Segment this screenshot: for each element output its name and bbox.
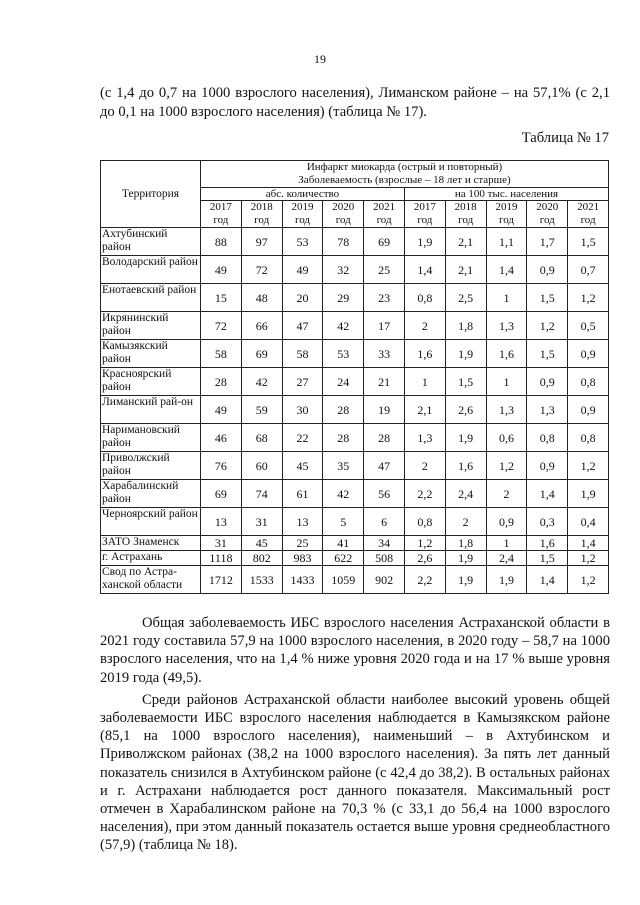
value-cell: 0,3 (527, 508, 568, 536)
header-year: 2017 год (404, 201, 445, 228)
value-cell: 2,2 (404, 480, 445, 508)
header-title (201, 161, 609, 188)
value-cell: 1 (486, 284, 527, 312)
value-cell: 20 (282, 284, 323, 312)
value-cell: 42 (323, 312, 364, 340)
value-cell: 1,2 (568, 566, 609, 594)
table-row (101, 312, 609, 340)
value-cell: 1,6 (527, 536, 568, 551)
table-row (101, 340, 609, 368)
value-cell: 2 (404, 312, 445, 340)
header-territory: Территория (101, 161, 201, 228)
value-cell: 0,9 (527, 256, 568, 284)
value-cell: 1,6 (404, 340, 445, 368)
header-year: 2019 год (282, 201, 323, 228)
value-cell: 0,6 (486, 424, 527, 452)
value-cell: 72 (201, 312, 242, 340)
page-number: 19 (314, 52, 326, 66)
territory-cell: г. Астрахань (101, 551, 201, 566)
value-cell: 49 (201, 396, 242, 424)
value-cell: 69 (364, 228, 405, 256)
intro-paragraph: (с 1,4 до 0,7 на 1000 взрослого населения), Лиманском районе – на 57,1% (с 2,1 до 0,1 на 1000 взрослого населения) (таблица № 17). (100, 85, 610, 120)
value-cell: 45 (241, 536, 282, 551)
value-cell: 1 (486, 536, 527, 551)
value-cell: 1118 (201, 551, 242, 566)
value-cell: 27 (282, 368, 323, 396)
value-cell: 22 (282, 424, 323, 452)
value-cell: 1,5 (445, 368, 486, 396)
territory-cell: Наримановский район (101, 424, 201, 452)
territory-cell: Приволжский район (101, 452, 201, 480)
value-cell: 35 (323, 452, 364, 480)
table-row (101, 228, 609, 256)
territory-cell: Икрянинский район (101, 312, 201, 340)
value-cell: 1533 (241, 566, 282, 594)
value-cell: 2,2 (404, 566, 445, 594)
header-group-per100k: на 100 тыс. населения (404, 188, 608, 201)
header-year: 2017 год (201, 201, 242, 228)
value-cell: 28 (364, 424, 405, 452)
value-cell: 1,2 (486, 452, 527, 480)
value-cell: 1,2 (527, 312, 568, 340)
value-cell: 41 (323, 536, 364, 551)
value-cell: 1,2 (568, 284, 609, 312)
value-cell: 29 (323, 284, 364, 312)
value-cell: 2,1 (445, 228, 486, 256)
value-cell: 21 (364, 368, 405, 396)
value-cell: 66 (241, 312, 282, 340)
value-cell: 48 (241, 284, 282, 312)
header-year: 2020 год (527, 201, 568, 228)
value-cell: 1,5 (568, 228, 609, 256)
value-cell: 1,7 (527, 228, 568, 256)
value-cell: 0,5 (568, 312, 609, 340)
value-cell: 1,2 (568, 551, 609, 566)
value-cell: 1,6 (486, 340, 527, 368)
value-cell: 1,6 (445, 452, 486, 480)
table-row (101, 536, 609, 551)
value-cell: 0,9 (568, 396, 609, 424)
value-cell: 69 (201, 480, 242, 508)
value-cell: 30 (282, 396, 323, 424)
value-cell: 47 (282, 312, 323, 340)
value-cell: 1,9 (486, 566, 527, 594)
header-title-line1: Инфаркт миокарда (острый и повторный) (306, 161, 503, 173)
value-cell: 69 (241, 340, 282, 368)
value-cell: 33 (364, 340, 405, 368)
value-cell: 61 (282, 480, 323, 508)
header-year: 2018 год (445, 201, 486, 228)
value-cell: 1059 (323, 566, 364, 594)
value-cell: 2,6 (404, 551, 445, 566)
paragraph: Общая заболеваемость ИБС взрослого населения Астраханской области в 2021 году составила 57,9 на 1000 взрослого населения, в 2020 году – 58,7 на 1000 взрослого населения, что на 1,4 % ниже уровня 2020 года и на 17 % выше уровня 2019 года (49,5). (100, 615, 610, 686)
header-year: 2020 год (323, 201, 364, 228)
table-row (101, 508, 609, 536)
territory-cell: Лиманский рай-он (101, 396, 201, 424)
value-cell: 31 (201, 536, 242, 551)
value-cell: 1,3 (404, 424, 445, 452)
value-cell: 1,4 (568, 536, 609, 551)
value-cell: 88 (201, 228, 242, 256)
value-cell: 0,9 (527, 452, 568, 480)
value-cell: 31 (241, 508, 282, 536)
value-cell: 60 (241, 452, 282, 480)
value-cell: 1,9 (445, 551, 486, 566)
table-row (101, 284, 609, 312)
value-cell: 68 (241, 424, 282, 452)
value-cell: 58 (282, 340, 323, 368)
table-caption: Таблица № 17 (521, 130, 609, 146)
table-row (101, 424, 609, 452)
table-row (101, 256, 609, 284)
value-cell: 1 (486, 368, 527, 396)
value-cell: 28 (323, 396, 364, 424)
value-cell: 1,9 (445, 340, 486, 368)
value-cell: 0,9 (568, 340, 609, 368)
value-cell: 74 (241, 480, 282, 508)
value-cell: 0,4 (568, 508, 609, 536)
header-title-line2: Заболеваемость (взрослые – 18 лет и старше) (298, 174, 511, 186)
value-cell: 49 (201, 256, 242, 284)
header-year: 2018 год (241, 201, 282, 228)
table-body (101, 228, 609, 594)
value-cell: 1,4 (404, 256, 445, 284)
value-cell: 53 (323, 340, 364, 368)
value-cell: 0,7 (568, 256, 609, 284)
value-cell: 19 (364, 396, 405, 424)
value-cell: 1,9 (404, 228, 445, 256)
value-cell: 78 (323, 228, 364, 256)
table-row (101, 368, 609, 396)
value-cell: 5 (323, 508, 364, 536)
value-cell: 1,4 (527, 480, 568, 508)
value-cell: 25 (282, 536, 323, 551)
value-cell: 15 (201, 284, 242, 312)
territory-cell: Харабалинский район (101, 480, 201, 508)
header-group-abs: абс. количество (201, 188, 405, 201)
value-cell: 508 (364, 551, 405, 566)
territory-cell: Енотаевский район (101, 284, 201, 312)
value-cell: 32 (323, 256, 364, 284)
value-cell: 1,3 (486, 312, 527, 340)
value-cell: 28 (201, 368, 242, 396)
value-cell: 97 (241, 228, 282, 256)
value-cell: 1,3 (527, 396, 568, 424)
value-cell: 1,4 (527, 566, 568, 594)
header-year: 2021 год (568, 201, 609, 228)
value-cell: 6 (364, 508, 405, 536)
value-cell: 1,4 (486, 256, 527, 284)
value-cell: 1712 (201, 566, 242, 594)
territory-cell: Ахтубинский район (101, 228, 201, 256)
value-cell: 1,8 (445, 312, 486, 340)
value-cell: 1,3 (486, 396, 527, 424)
value-cell: 28 (323, 424, 364, 452)
value-cell: 17 (364, 312, 405, 340)
value-cell: 53 (282, 228, 323, 256)
value-cell: 2,4 (445, 480, 486, 508)
header-year: 2019 год (486, 201, 527, 228)
value-cell: 13 (201, 508, 242, 536)
header-year: 2021 год (364, 201, 405, 228)
value-cell: 58 (201, 340, 242, 368)
value-cell: 76 (201, 452, 242, 480)
value-cell: 1,9 (445, 424, 486, 452)
value-cell: 0,8 (404, 284, 445, 312)
value-cell: 1 (404, 368, 445, 396)
value-cell: 0,8 (568, 424, 609, 452)
territory-cell: Красноярский район (101, 368, 201, 396)
value-cell: 0,9 (486, 508, 527, 536)
value-cell: 0,8 (568, 368, 609, 396)
paragraph: Среди районов Астраханской области наиболее высокий уровень общей заболеваемости ИБС взрослого населения наблюдается в Камызякском районе (85,1 на 1000 взрослого населения), наименьший – в Ахтубинском и Приволжском районах (38,2 на 1000 взрослого населения). За пять лет данный показатель снизился в Ахтубинском районе (с 42,4 до 38,2). В остальных районах и г. Астрахани наблюдается рост данного показателя. Максимальный рост отмечен в Харабалинском районе на 70,3 % (с 33,1 до 56,4 на 1000 взрослого населения), при этом данный показатель остается выше уровня среднеобластного (57,9) (таблица № 18). (100, 691, 610, 854)
value-cell: 2 (486, 480, 527, 508)
value-cell: 1,1 (486, 228, 527, 256)
morbidity-table (100, 160, 609, 594)
value-cell: 23 (364, 284, 405, 312)
value-cell: 1,2 (404, 536, 445, 551)
value-cell: 2,4 (486, 551, 527, 566)
value-cell: 0,9 (527, 368, 568, 396)
value-cell: 56 (364, 480, 405, 508)
value-cell: 72 (241, 256, 282, 284)
value-cell: 13 (282, 508, 323, 536)
value-cell: 45 (282, 452, 323, 480)
value-cell: 49 (282, 256, 323, 284)
value-cell: 1,2 (568, 452, 609, 480)
value-cell: 622 (323, 551, 364, 566)
value-cell: 25 (364, 256, 405, 284)
value-cell: 2,1 (445, 256, 486, 284)
value-cell: 802 (241, 551, 282, 566)
value-cell: 1,8 (445, 536, 486, 551)
value-cell: 42 (241, 368, 282, 396)
value-cell: 1,5 (527, 340, 568, 368)
value-cell: 1,9 (568, 480, 609, 508)
table-row (101, 396, 609, 424)
value-cell: 1,5 (527, 284, 568, 312)
value-cell: 2 (445, 508, 486, 536)
body-text (100, 614, 610, 855)
table-row (101, 480, 609, 508)
value-cell: 24 (323, 368, 364, 396)
value-cell: 2 (404, 452, 445, 480)
value-cell: 1433 (282, 566, 323, 594)
value-cell: 42 (323, 480, 364, 508)
territory-cell: Свод по Астра-ханской области (101, 566, 201, 594)
value-cell: 902 (364, 566, 405, 594)
value-cell: 1,5 (527, 551, 568, 566)
value-cell: 47 (364, 452, 405, 480)
value-cell: 2,5 (445, 284, 486, 312)
value-cell: 983 (282, 551, 323, 566)
territory-cell: ЗАТО Знаменск (101, 536, 201, 551)
territory-cell: Володарский район (101, 256, 201, 284)
territory-cell: Черноярский район (101, 508, 201, 536)
value-cell: 59 (241, 396, 282, 424)
value-cell: 0,8 (404, 508, 445, 536)
value-cell: 34 (364, 536, 405, 551)
table-row (101, 551, 609, 566)
value-cell: 2,6 (445, 396, 486, 424)
value-cell: 0,8 (527, 424, 568, 452)
table-row (101, 566, 609, 594)
value-cell: 1,9 (445, 566, 486, 594)
table-row (101, 452, 609, 480)
territory-cell: Камызякский район (101, 340, 201, 368)
value-cell: 46 (201, 424, 242, 452)
value-cell: 2,1 (404, 396, 445, 424)
